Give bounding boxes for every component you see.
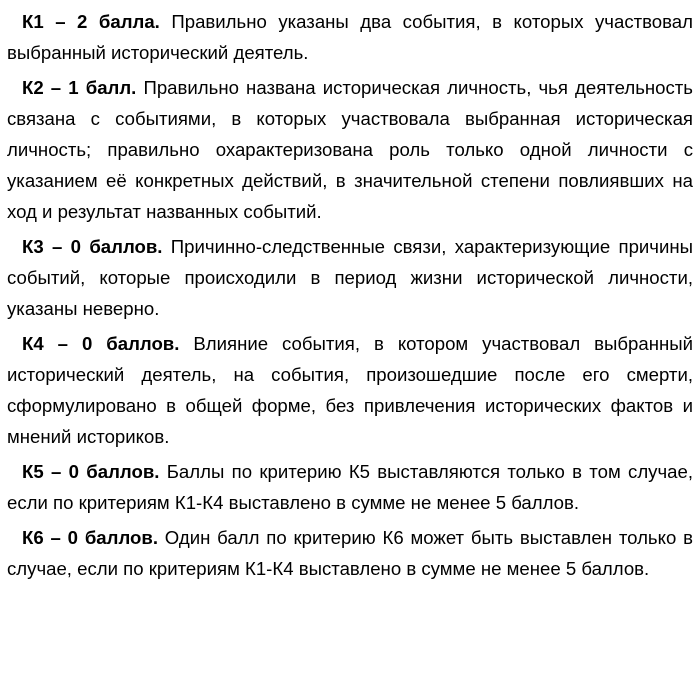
criterion-k6-label: К6 – 0 баллов.: [22, 527, 158, 548]
criterion-k2-text: Правильно названа историческая личность, чья деятельность связана с событиями, в которых участвовала выбранная историческая личность; правильно охарактеризована роль только одной личности с указанием её конкретных действий, в значительной степени повлиявших на ход и результат названных событий.: [7, 77, 693, 222]
criterion-k3-label: К3 – 0 баллов.: [22, 236, 163, 257]
criterion-k1-paragraph: [7, 6, 693, 68]
criterion-k1-text: Правильно указаны два события, в которых участвовал выбранный исторический деятель.: [7, 11, 694, 63]
criterion-k4-label: К4 – 0 баллов.: [22, 333, 180, 354]
criterion-k3-paragraph: [7, 231, 693, 324]
criterion-k4-paragraph: [7, 328, 693, 452]
criterion-k1-label: К1 – 2 балла.: [22, 11, 160, 32]
criterion-k2-paragraph: [7, 72, 693, 227]
criterion-k4-text: Влияние события, в котором участвовал выбранный исторический деятель, на события, произошедшие после его смерти, сформулировано в общей форме, без привлечения исторических фактов и мнений историков.: [7, 333, 693, 447]
criterion-k3-text: Причинно-следственные связи, характеризующие причины событий, которые происходили в период жизни исторической личности, указаны неверно.: [7, 236, 694, 319]
criterion-k6-text: Один балл по критерию К6 может быть выставлен только в случае, если по критериям К1-К4 выставлено в сумме не менее 5 баллов.: [7, 527, 693, 579]
criterion-k5-label: К5 – 0 баллов.: [22, 461, 160, 482]
criterion-k5-paragraph: [7, 456, 693, 518]
criterion-k5-text: Баллы по критерию К5 выставляются только в том случае, если по критериям К1-К4 выставлено в сумме не менее 5 баллов.: [7, 461, 693, 513]
criterion-k6-paragraph: [7, 522, 693, 584]
criterion-k2-label: К2 – 1 балл.: [22, 77, 137, 98]
